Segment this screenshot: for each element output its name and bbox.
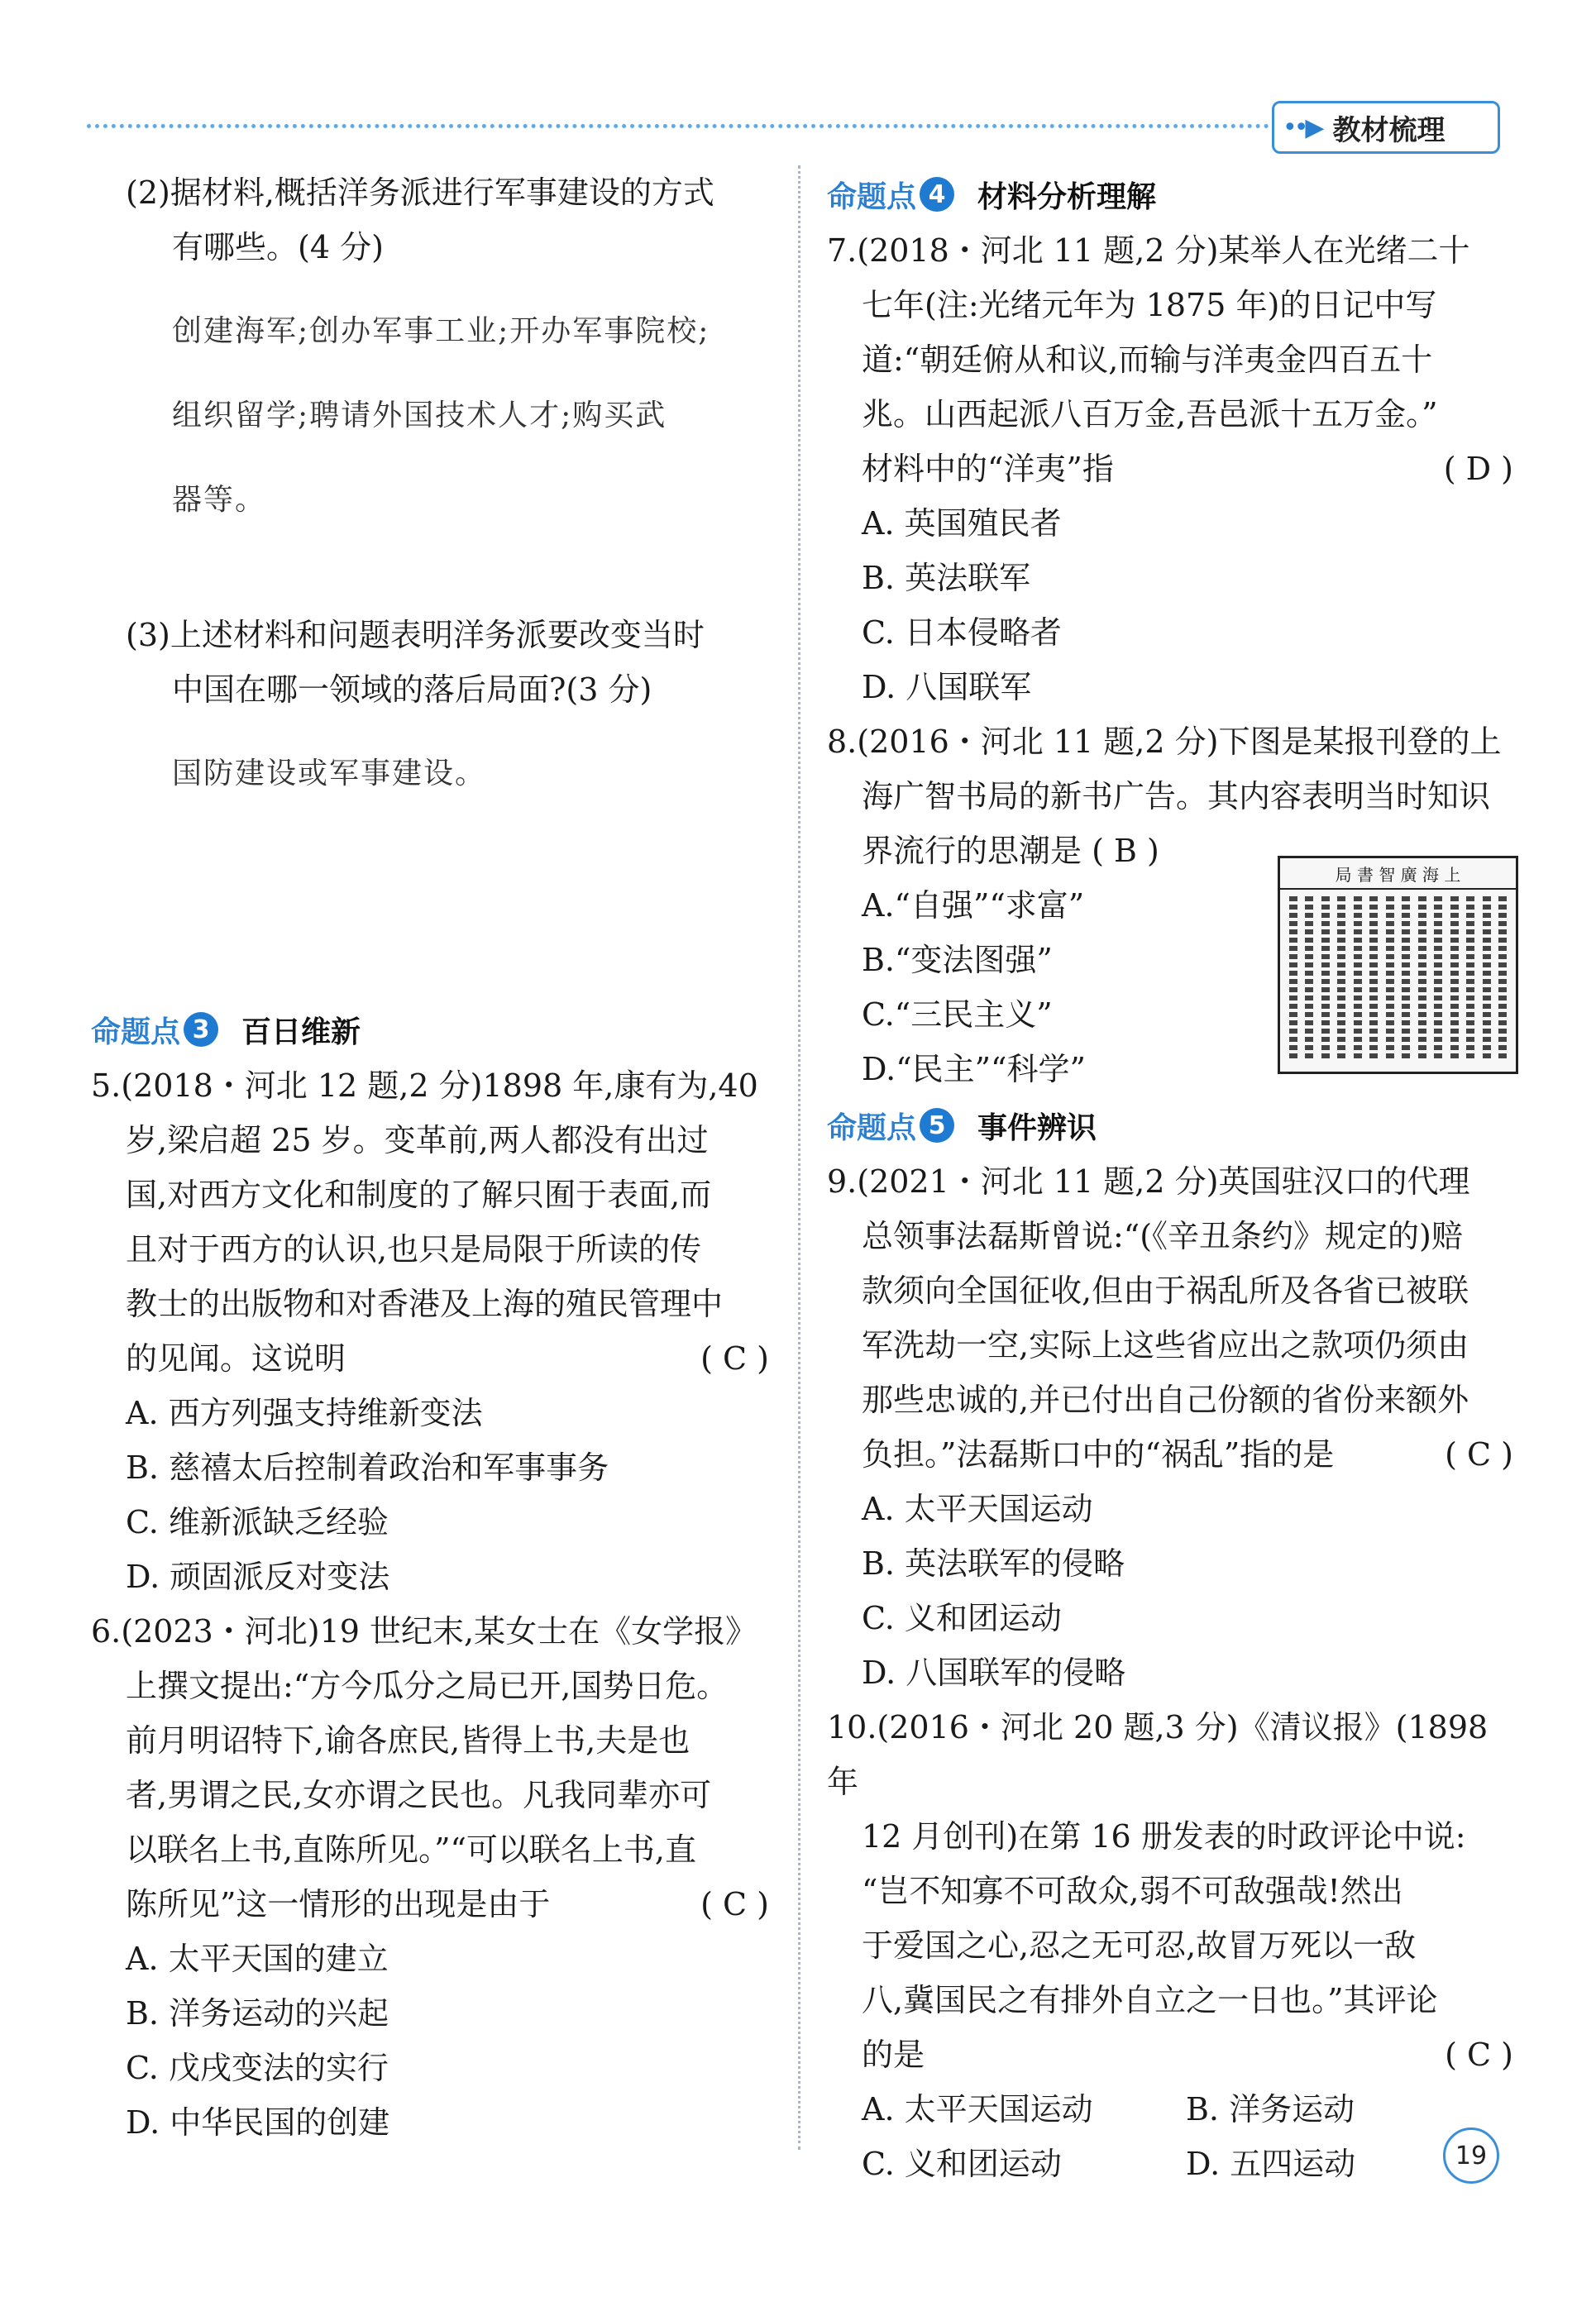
- q7-line: 材料中的“洋夷”指: [862, 451, 1114, 487]
- ad-header: 局 書 智 廣 海 上: [1280, 858, 1516, 890]
- q10-option: D. 五四运动: [1186, 2146, 1356, 2182]
- q3-line: (3)上述材料和问题表明洋务派要改变当时: [126, 617, 705, 653]
- q5-line: 国,对西方文化和制度的了解只囿于表面,而: [126, 1177, 712, 1213]
- q6-option: B. 洋务运动的兴起: [126, 1995, 389, 2032]
- q5-stem-end: [91, 1331, 769, 1386]
- q10-line: 12 月创刊)在第 16 册发表的时政评论中说:: [862, 1818, 1466, 1855]
- q6-stem-end: [91, 1877, 769, 1932]
- q2-line: 有哪些。(4 分): [172, 229, 384, 265]
- section-number-badge: 5: [920, 1108, 954, 1143]
- q10-line: 八,冀国民之有排外自立之一日也。”其评论: [862, 1982, 1438, 2018]
- arrow-icon: ••▶: [1283, 112, 1321, 142]
- q9-line: 款须向全国征收,但由于祸乱所及各省已被联: [862, 1273, 1469, 1309]
- ad-text-columns: [1280, 890, 1516, 1068]
- section-tag: [1272, 101, 1500, 154]
- page-number: 19: [1443, 2127, 1499, 2184]
- q10-line: “岂不知寡不可敌众,弱不可敌强哉!然出: [862, 1873, 1403, 1909]
- section-3: [91, 1000, 769, 2150]
- section-number-badge: 3: [184, 1012, 218, 1047]
- q8-line: 海广智书局的新书广告。其内容表明当时知识: [862, 778, 1491, 814]
- q8-option: B.“变法图强”: [862, 942, 1053, 978]
- q7-answer: ( D ): [1443, 451, 1513, 487]
- q6-line: 以联名上书,直陈所见。”“可以联名上书,直: [126, 1831, 697, 1868]
- q7-option: A. 英国殖民者: [862, 505, 1062, 542]
- q8-option: A.“自强”“求富”: [862, 887, 1085, 924]
- section-title: 百日维新: [241, 1015, 361, 1049]
- q9-stem-end: [827, 1427, 1513, 1482]
- q9-option: C. 义和团运动: [862, 1600, 1062, 1636]
- q5-option: C. 维新派缺乏经验: [126, 1504, 389, 1540]
- q6-line: 6.(2023・河北)19 世纪末,某女士在《女学报》: [91, 1613, 757, 1650]
- q2-answer: 创建海军;创办军事工业;开办军事院校;: [172, 314, 710, 348]
- q6-option: D. 中华民国的创建: [126, 2104, 390, 2141]
- q10-option: B. 洋务运动: [1186, 2091, 1355, 2127]
- q3-answer: 国防建设或军事建设。: [172, 757, 487, 790]
- q10-options-row: [827, 2082, 1513, 2137]
- q8-option: D.“民主”“科学”: [862, 1051, 1086, 1087]
- column-divider: [798, 165, 800, 2150]
- section-heading: [91, 1000, 769, 1058]
- q7-option: D. 八国联军: [862, 669, 1032, 705]
- q8-option: C.“三民主义”: [862, 996, 1053, 1033]
- q6-answer: ( C ): [700, 1886, 769, 1922]
- q3-block: [91, 608, 769, 831]
- newspaper-ad-image: [1278, 856, 1518, 1074]
- section-label: 命题点: [91, 1015, 181, 1049]
- q6-line: 陈所见”这一情形的出现是由于: [126, 1886, 551, 1922]
- q2-answer: 组织留学;聘请外国技术人才;购买武: [172, 399, 667, 432]
- q8-answer: ( B ): [1092, 833, 1159, 869]
- section-label: 命题点: [827, 1110, 917, 1145]
- q7-option: C. 日本侵略者: [862, 614, 1062, 651]
- section-title: 材料分析理解: [977, 179, 1157, 214]
- q2-line: (2)据材料,概括洋务派进行军事建设的方式: [126, 174, 714, 211]
- q7-line: 兆。山西起派八百万金,吾邑派十五万金。”: [862, 396, 1438, 432]
- q9-line: 那些忠诚的,并已付出自己份额的省份来额外: [862, 1382, 1469, 1418]
- q10-stem-end: [827, 2027, 1513, 2082]
- q9-line: 负担。”法磊斯口中的“祸乱”指的是: [862, 1436, 1335, 1473]
- section-heading: [827, 165, 1513, 223]
- q5-answer: ( C ): [700, 1340, 769, 1377]
- section-title: 事件辨识: [977, 1110, 1097, 1145]
- q5-option: A. 西方列强支持维新变法: [126, 1395, 483, 1431]
- q5-line: 5.(2018・河北 12 题,2 分)1898 年,康有为,40: [91, 1067, 758, 1104]
- q10-line: 的是: [862, 2037, 925, 2073]
- q6-line: 前月明诏特下,谕各庶民,皆得上书,夫是也: [126, 1722, 690, 1759]
- section-tag-label: 教材梳理: [1332, 113, 1445, 147]
- q6-line: 者,男谓之民,女亦谓之民也。凡我同辈亦可: [126, 1777, 712, 1813]
- q10-option: C. 义和团运动: [862, 2146, 1062, 2182]
- q5-option: B. 慈禧太后控制着政治和军事事务: [126, 1449, 609, 1486]
- q5-option: D. 顽固派反对变法: [126, 1559, 390, 1595]
- q10-option: A. 太平天国运动: [862, 2091, 1093, 2127]
- q7-line: 7.(2018・河北 11 题,2 分)某举人在光绪二十: [827, 232, 1470, 269]
- q9-line: 军洗劫一空,实际上这些省应出之款项仍须由: [862, 1327, 1469, 1363]
- left-column: [91, 165, 769, 557]
- section-label: 命题点: [827, 179, 917, 214]
- q10-line: 于爱国之心,忍之无可忍,故冒万死以一敌: [862, 1927, 1417, 1964]
- q5-line: 的见闻。这说明: [126, 1340, 346, 1377]
- q9-line: 总领事法磊斯曾说:“(《辛丑条约》规定的)赔: [862, 1218, 1463, 1254]
- q10-options-row: [827, 2137, 1513, 2191]
- q5-line: 教士的出版物和对香港及上海的殖民管理中: [126, 1286, 724, 1322]
- q8-line: 界流行的思潮是: [862, 833, 1082, 869]
- q9-option: B. 英法联军的侵略: [862, 1545, 1125, 1582]
- q5-line: 岁,梁启超 25 岁。变革前,两人都没有出过: [126, 1122, 709, 1158]
- header-dotted-rule: [87, 124, 1278, 128]
- q10-line: 10.(2016・河北 20 题,3 分)《清议报》(1898 年: [827, 1709, 1488, 1800]
- q6-line: 上撰文提出:“方今瓜分之局已开,国势日危。: [126, 1668, 729, 1704]
- q5-line: 且对于西方的认识,也只是局限于所读的传: [126, 1231, 702, 1268]
- q6-option: C. 戊戌变法的实行: [126, 2050, 389, 2086]
- q9-option: D. 八国联军的侵略: [862, 1655, 1126, 1691]
- q7-line: 七年(注:光绪元年为 1875 年)的日记中写: [862, 287, 1437, 323]
- q6-option: A. 太平天国的建立: [126, 1941, 389, 1977]
- q7-option: B. 英法联军: [862, 560, 1031, 596]
- q10-answer: ( C ): [1445, 2037, 1513, 2073]
- right-column: [827, 165, 1513, 2191]
- q7-line: 道:“朝廷俯从和议,而输与洋夷金四百五十: [862, 341, 1433, 378]
- q9-answer: ( C ): [1445, 1436, 1513, 1473]
- q9-line: 9.(2021・河北 11 题,2 分)英国驻汉口的代理: [827, 1163, 1470, 1200]
- q7-stem-end: [827, 442, 1513, 496]
- q9-option: A. 太平天国运动: [862, 1491, 1093, 1527]
- q3-line: 中国在哪一领域的落后局面?(3 分): [172, 671, 652, 708]
- section-heading: [827, 1096, 1513, 1154]
- q8-line: 8.(2016・河北 11 题,2 分)下图是某报刊登的上: [827, 723, 1502, 760]
- q2-answer: 器等。: [172, 483, 267, 517]
- section-number-badge: 4: [920, 177, 954, 212]
